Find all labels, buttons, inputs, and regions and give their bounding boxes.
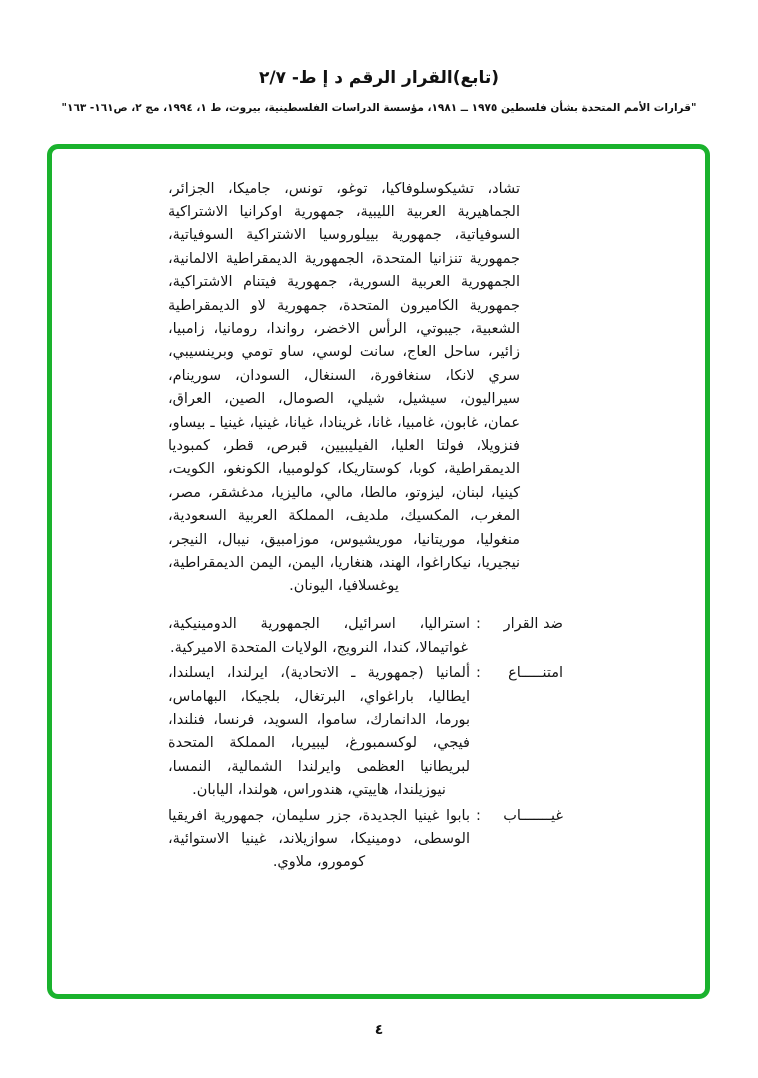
absent-list: بابوا غينيا الجديدة، جزر سليمان، جمهورية افريقيا الوسطى، دومينيكا، سوازيلاند، غينيا الاستوائية، كومورو، ملاوي. — [168, 807, 470, 871]
label-colon: : — [476, 616, 481, 633]
abstained-list: ألمانيا (جمهورية ـ الاتحادية)، ايرلندا، ايسلندا، ايطاليا، باراغواي، البرتغال، بلجيكا، البهاماس، بورما، الدانمارك، ساموا، السويد، فرنسا، فنلندا، فيجي، لوكسمبورغ، ليبيريا، المملكة المتحدة لبريطانيا العظمى وايرلندا الشمالية، النمسا، نيوزيلندا، هاييتي، هندوراس، هولندا، اليابان. — [168, 665, 470, 799]
absent-row — [168, 805, 563, 875]
resolution-title: (تابع)القرار الرقم د إ ط- ٢/٧ — [258, 68, 499, 88]
abstained-row — [168, 662, 563, 802]
label-colon: : — [476, 807, 481, 824]
absent-label-text: غيـــــــاب — [503, 807, 563, 824]
absent-label — [470, 805, 563, 875]
against-label — [470, 613, 563, 660]
source-citation: "قرارات الأمم المتحدة بشأن فلسطين ١٩٧٥ ــ ١٩٨١، مؤسسة الدراسات الفلسطينية، بيروت، ط ١، ١٩٩٤، مج ٢، ص١٦١- ١٦٣" — [61, 102, 697, 114]
page-number: ٤ — [374, 1022, 384, 1038]
against-list: استراليا، اسرائيل، الجمهورية الدومينيكية، غواتيمالا، كندا، النرويج، الولايات المتحدة الاميركية. — [168, 616, 470, 656]
abstained-label-text: امتنـــــاع — [508, 665, 563, 682]
against-label-text: ضد القرار — [503, 616, 563, 633]
voting-record-block — [168, 163, 563, 875]
in-favor-list-continued: تشاد، تشيكوسلوفاكيا، توغو، تونس، جاميكا، الجزائر، الجماهيرية العربية الليبية، جمهورية اوكرانيا الاشتراكية السوفياتية، جمهورية بييلوروسيا الاشتراكية السوفياتية، جمهورية تنزانيا المتحدة، الجمهورية الديمقراطية الالمانية، الجمهورية العربية السورية، جمهورية فيتنام الاشتراكية، جمهورية الكاميرون المتحدة، جمهورية لاو الديمقراطية الشعبية، جيبوتي، الرأس الاخضر، رواندا، رومانيا، زامبيا، زائير، ساحل العاج، سانت لوسي، ساو تومي وبرينسيبي، سري لانكا، سنغافورة، السنغال، السودان، سورينام، سيراليون، سيشيل، شيلي، الصومال، الصين، العراق، عمان، غابون، غامبيا، غانا، غرينادا، غيانا، غينيا، غينيا ـ بيساو، فنزويلا، فولتا العليا، الفيليبيين، قبرص، قطر، كمبوديا الديمقراطية، كوبا، كوستاريكا، كولومبيا، الكونغو، الكويت، كينيا، لبنان، ليزوتو، مالطا، مالي، ماليزيا، مدغشقر، مصر، المغرب، المكسيك، ملديف، المملكة العربية السعودية، منغوليا، موريتانيا، موريشيوس، موزامبيق، نيبال، النيجر، نيجيريا، نيكاراغوا، الهند، هنغاريا، اليمن، اليمن الديمقراطية، يوغسلافيا، اليونان. — [168, 180, 520, 595]
against-row — [168, 613, 563, 660]
abstained-label — [470, 662, 563, 802]
label-colon: : — [476, 665, 481, 682]
